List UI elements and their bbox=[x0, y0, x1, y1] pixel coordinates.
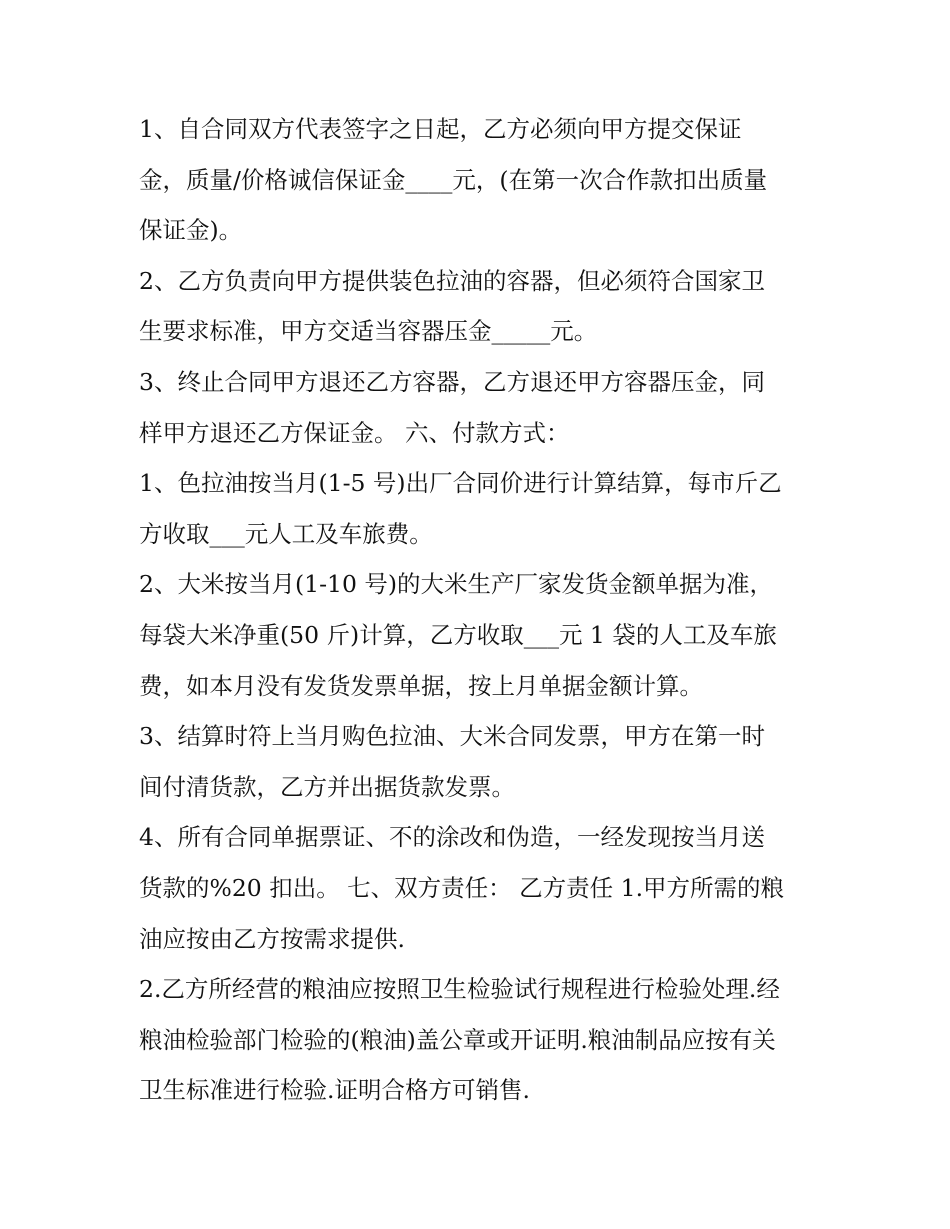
text-line: 每袋大米净重(50 斤)计算，乙方收取___元 1 袋的人工及车旅 bbox=[139, 620, 777, 649]
text-line: 油应按由乙方按需求提供. bbox=[139, 924, 405, 953]
text-line: 间付清货款，乙方并出据货款发票。 bbox=[139, 772, 515, 801]
text-line: 粮油检验部门检验的(粮油)盖公章或开证明.粮油制品应按有关 bbox=[139, 1025, 776, 1054]
text-line: 2、大米按当月(1-10 号)的大米生产厂家发货金额单据为准， bbox=[139, 570, 774, 599]
text-line: 3、结算时符上当月购色拉油、大米合同发票，甲方在第一时 bbox=[139, 722, 765, 751]
text-line: 样甲方退还乙方保证金。 六、付款方式： bbox=[139, 418, 570, 447]
text-line: 3、终止合同甲方退还乙方容器，乙方退还甲方容器压金，同 bbox=[139, 367, 765, 396]
text-line: 2.乙方所经营的粮油应按照卫生检验试行规程进行检验处理.经 bbox=[139, 975, 780, 1004]
text-line: 货款的%20 扣出。 七、双方责任： 乙方责任 1.甲方所需的粮 bbox=[139, 873, 785, 902]
text-line: 2、乙方负责向甲方提供装色拉油的容器，但必须符合国家卫 bbox=[139, 266, 765, 295]
text-line: 金，质量/价格诚信保证金____元，(在第一次合作款扣出质量 bbox=[139, 165, 768, 194]
text-line: 生要求标准，甲方交适当容器压金_____元。 bbox=[139, 317, 598, 346]
text-line: 卫生标准进行检验.证明合格方可销售. bbox=[139, 1076, 530, 1105]
document-body bbox=[139, 104, 819, 1116]
text-line: 4、所有合同单据票证、不的涂改和伪造，一经发现按当月送 bbox=[139, 823, 765, 852]
text-line: 方收取___元人工及车旅费。 bbox=[139, 519, 433, 548]
text-line: 1、色拉油按当月(1-5 号)出厂合同价进行计算结算，每市斤乙 bbox=[139, 469, 782, 498]
text-line: 1、自合同双方代表签字之日起，乙方必须向甲方提交保证 bbox=[139, 115, 742, 143]
text-line: 费，如本月没有发货发票单据，按上月单据金额计算。 bbox=[139, 671, 703, 700]
text-line: 保证金)。 bbox=[139, 216, 243, 245]
